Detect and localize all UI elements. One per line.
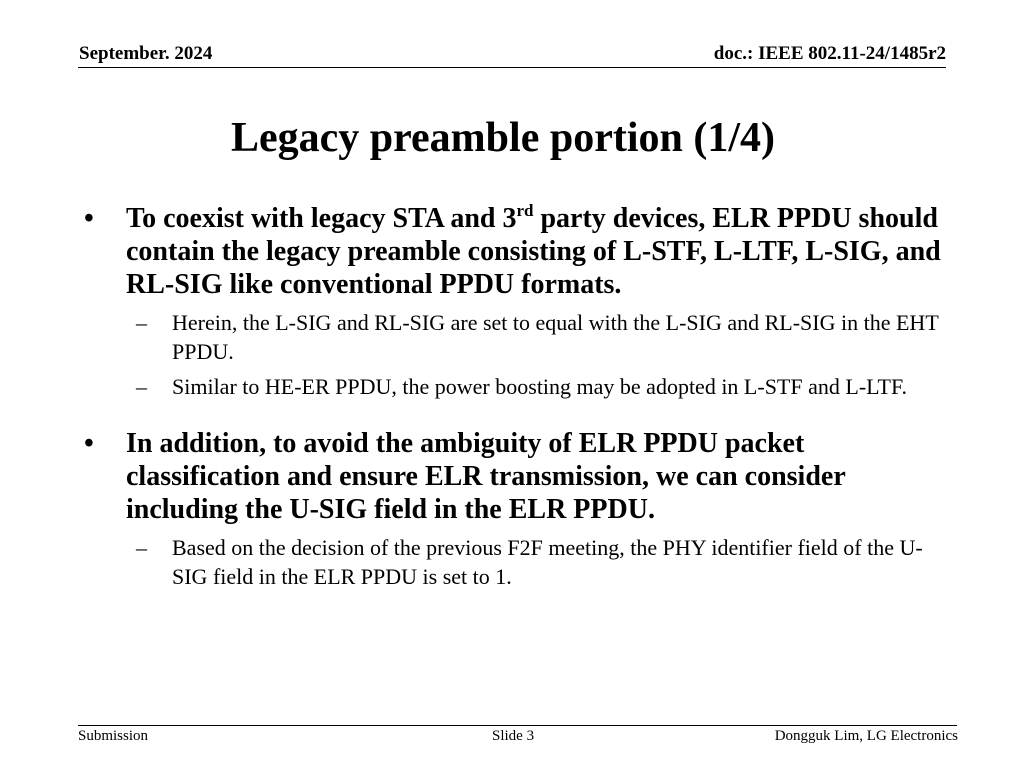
dash-marker: –	[136, 374, 147, 399]
sub-bullet-text: Herein, the L-SIG and RL-SIG are set to equal with the L-SIG and RL-SIG in the EHT PPDU.	[172, 310, 939, 364]
sub-bullet-text: Similar to HE-ER PPDU, the power boosting may be adopted in L-STF and L-LTF.	[172, 374, 907, 399]
header-date: September. 2024	[79, 43, 213, 64]
bullet-list	[80, 202, 950, 597]
bullet-marker: •	[84, 428, 94, 459]
dash-marker: –	[136, 310, 147, 335]
footer-author: Dongguk Lim, LG Electronics	[774, 728, 958, 744]
sub-bullet-2-1	[126, 533, 950, 591]
footer-divider	[78, 725, 957, 726]
dash-marker: –	[136, 535, 147, 560]
bullet-marker: •	[84, 203, 94, 234]
footer-submission: Submission	[78, 728, 149, 744]
bullet-1	[80, 202, 950, 401]
bullet-2	[80, 427, 950, 591]
sub-bullet-1-2	[126, 372, 950, 401]
bullet-1-text: To coexist with legacy STA and 3rd party devices, ELR PPDU should contain the legacy preamble consisting of L-STF, L-LTF, L-SIG, and RL-SIG like conventional PPDU formats.	[126, 201, 941, 300]
bullet-1-subitems	[126, 308, 950, 401]
sub-bullet-text: Based on the decision of the previous F2F meeting, the PHY identifier field of the U-SIG field in the ELR PPDU is set to 1.	[172, 535, 923, 589]
header-doc-id: doc.: IEEE 802.11-24/1485r2	[713, 43, 946, 64]
bullet-2-text: In addition, to avoid the ambiguity of ELR PPDU packet classification and ensure ELR transmission, we can consider including the U-SIG field in the ELR PPDU.	[126, 428, 846, 525]
sub-bullet-1-1	[126, 308, 950, 366]
slide-title: Legacy preamble portion (1/4)	[231, 115, 775, 161]
bullet-2-subitems	[126, 533, 950, 591]
superscript-rd: rd	[516, 201, 534, 220]
footer-slide-number: Slide 3	[492, 728, 535, 744]
header-divider	[78, 67, 946, 68]
